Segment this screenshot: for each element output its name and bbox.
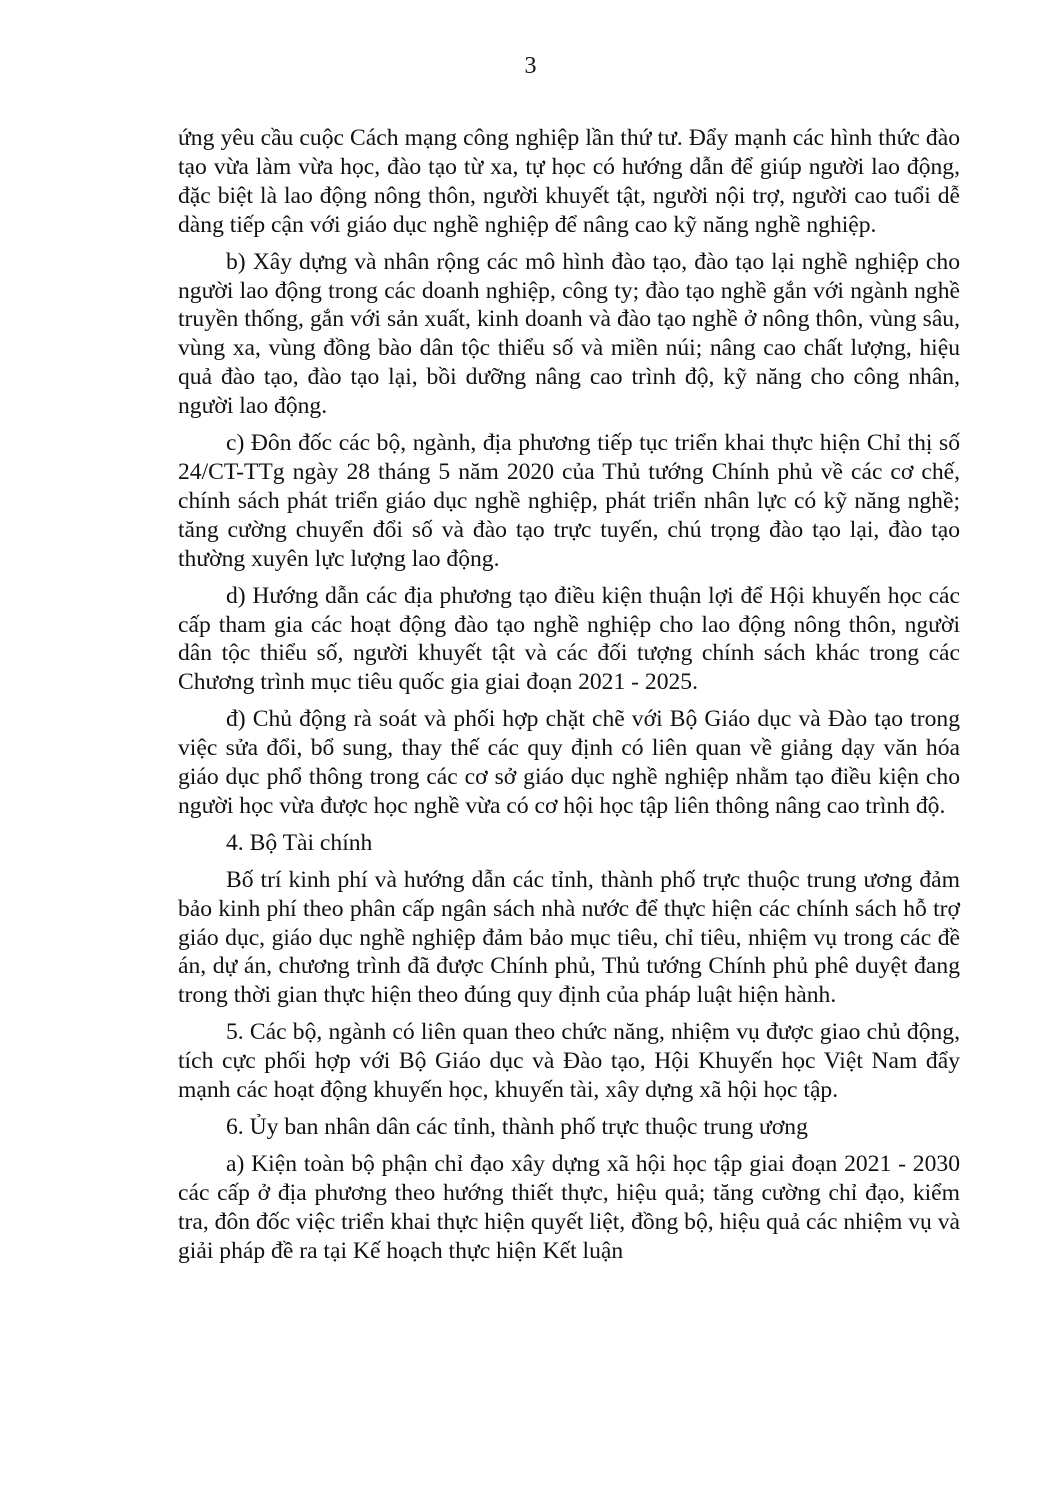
paragraph-section-5: 5. Các bộ, ngành có liên quan theo chức năng, nhiệm vụ được giao chủ động, tích cực phối hợp với Bộ Giáo dục và Đào tạo, Hội Khuyến học Việt Nam đẩy mạnh các hoạt động khuyến học, khuyến tài, xây dựng xã hội học tập. xyxy=(178,1019,960,1104)
paragraph-item-c: c) Đôn đốc các bộ, ngành, địa phương tiếp tục triển khai thực hiện Chỉ thị số 24/CT-TTg ngày 28 tháng 5 năm 2020 của Thủ tướng Chính phủ về các cơ chế, chính sách phát triển giáo dục nghề nghiệp, phát triển nhân lực có kỹ năng nghề; tăng cường chuyển đổi số và đào tạo trực tuyến, chú trọng đào tạo lại, đào tạo thường xuyên lực lượng lao động. xyxy=(178,430,960,572)
paragraph-section-6-item-a: a) Kiện toàn bộ phận chỉ đạo xây dựng xã hội học tập giai đoạn 2021 - 2030 các cấp ở địa phương theo hướng thiết thực, hiệu quả; tăng cường chỉ đạo, kiểm tra, đôn đốc việc triển khai thực hiện quyết liệt, đồng bộ, hiệu quả các nhiệm vụ và giải pháp đề ra tại Kế hoạch thực hiện Kết luận xyxy=(178,1150,960,1264)
page-number: 3 xyxy=(524,53,537,79)
document-body xyxy=(178,124,960,1274)
paragraph-item-d: d) Hướng dẫn các địa phương tạo điều kiện thuận lợi để Hội khuyến học các cấp tham gia các hoạt động đào tạo nghề nghiệp cho lao động nông thôn, người dân tộc thiểu số, người khuyết tật và các đối tượng chính sách khác trong các Chương trình mục tiêu quốc gia giai đoạn 2021 - 2025. xyxy=(178,582,960,696)
section-heading-6: 6. Ủy ban nhân dân các tỉnh, thành phố trực thuộc trung ương xyxy=(226,1114,808,1140)
paragraph-item-b: b) Xây dựng và nhân rộng các mô hình đào tạo, đào tạo lại nghề nghiệp cho người lao động trong các doanh nghiệp, công ty; đào tạo nghề gắn với ngành nghề truyền thống, gắn với sản xuất, kinh doanh và đào tạo nghề ở nông thôn, vùng sâu, vùng xa, vùng đồng bào dân tộc thiểu số và miền núi; nâng cao chất lượng, hiệu quả đào tạo, đào tạo lại, bồi dưỡng nâng cao trình độ, kỹ năng cho công nhân, người lao động. xyxy=(178,248,960,420)
paragraph-section-4-body: Bố trí kinh phí và hướng dẫn các tỉnh, thành phố trực thuộc trung ương đảm bảo kinh phí theo phân cấp ngân sách nhà nước để thực hiện các chính sách hỗ trợ giáo dục, giáo dục nghề nghiệp đảm bảo mục tiêu, chỉ tiêu, nhiệm vụ trong các đề án, dự án, chương trình đã được Chính phủ, Thủ tướng Chính phủ phê duyệt đang trong thời gian thực hiện theo đúng quy định của pháp luật hiện hành. xyxy=(178,866,960,1009)
paragraph-continuation: ứng yêu cầu cuộc Cách mạng công nghiệp lần thứ tư. Đẩy mạnh các hình thức đào tạo vừa làm vừa học, đào tạo từ xa, tự học có hướng dẫn để giúp người lao động, đặc biệt là lao động nông thôn, người khuyết tật, người nội trợ, người cao tuổi dễ dàng tiếp cận với giáo dục nghề nghiệp để nâng cao kỹ năng nghề nghiệp. xyxy=(178,125,960,238)
paragraph-item-dd: đ) Chủ động rà soát và phối hợp chặt chẽ với Bộ Giáo dục và Đào tạo trong việc sửa đổi, bổ sung, thay thế các quy định có liên quan về giảng dạy văn hóa giáo dục phổ thông trong các cơ sở giáo dục nghề nghiệp nhằm tạo điều kiện cho người học vừa được học nghề vừa có cơ hội học tập liên thông nâng cao trình độ. xyxy=(178,706,960,819)
section-heading-4: 4. Bộ Tài chính xyxy=(226,829,373,856)
